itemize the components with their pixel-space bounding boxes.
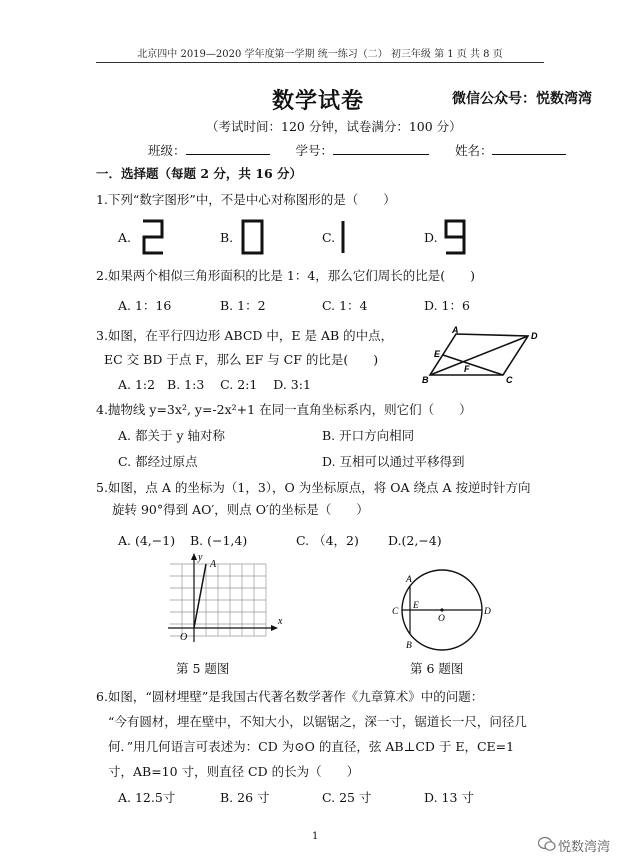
number-field[interactable] bbox=[333, 142, 429, 155]
question-3-line2: EC 交 BD 于点 F，那么 EF 与 CF 的比是( ) bbox=[104, 352, 379, 367]
fig5-label-x: x bbox=[278, 616, 283, 627]
q4-option-c: C. 都经过原点 bbox=[118, 454, 198, 469]
fig6-label-a: A bbox=[406, 575, 412, 585]
fig5-label-o: O bbox=[180, 632, 188, 643]
page-header: 北京四中 2019—2020 学年度第一学期 统一练习（二） 初三年级 第 1 页 共 8 页 bbox=[137, 49, 503, 60]
question-1-stem: 1.下列“数字图形”中，不是中心对称图形的是（ ） bbox=[96, 192, 396, 207]
fig3-label-a: A bbox=[452, 325, 459, 335]
q3-option-a: A. 1:2 bbox=[118, 377, 156, 392]
q6-option-c: C. 25 寸 bbox=[322, 790, 372, 805]
fig5-label-a: A bbox=[210, 559, 217, 570]
name-field[interactable] bbox=[492, 142, 566, 155]
student-fields bbox=[148, 142, 566, 160]
fig6-label-e: E bbox=[413, 601, 419, 611]
question-6-line1: 6.如图，“圆材埋壁”是我国古代著名数学著作《九章算术》中的问题： bbox=[96, 689, 484, 704]
digit-2-figure bbox=[140, 218, 166, 256]
page-title: 数学试卷 bbox=[272, 89, 365, 114]
q2-option-a: A. 1：16 bbox=[118, 298, 172, 313]
q1-option-a: A. bbox=[118, 230, 132, 245]
q6-circle-figure bbox=[392, 566, 502, 654]
class-field[interactable] bbox=[186, 142, 270, 155]
q4-option-d: D. 互相可以通过平移得到 bbox=[322, 454, 465, 469]
q1-option-d: D. bbox=[424, 230, 438, 245]
q3-option-b: B. 1:3 bbox=[167, 377, 205, 392]
question-2-stem: 2.如果两个相似三角形面积的比是 1：4，那么它们周长的比是( ) bbox=[96, 268, 476, 283]
q5-option-b: B. (−1,4) bbox=[190, 533, 248, 548]
q5-figure-caption: 第 5 题图 bbox=[176, 661, 230, 676]
number-label: 学号： bbox=[295, 143, 333, 158]
question-5-line2: 旋转 90°得到 AO′，则点 O′的坐标是（ ） bbox=[112, 502, 369, 517]
q5-grid-figure bbox=[160, 550, 286, 650]
question-3-line1: 3.如图，在平行四边形 ABCD 中，E 是 AB 的中点， bbox=[96, 328, 394, 343]
wechat-account: 微信公众号：悦数湾湾 bbox=[452, 91, 592, 107]
fig5-label-y: y bbox=[198, 552, 203, 563]
watermark-text: 悦数湾湾 bbox=[558, 840, 611, 855]
q5-option-a: A. (4,−1) bbox=[118, 533, 176, 548]
class-label: 班级： bbox=[148, 143, 186, 158]
header-divider bbox=[96, 62, 544, 63]
q3-option-d: D. 3:1 bbox=[273, 377, 311, 392]
fig3-label-f: F bbox=[464, 364, 470, 374]
digit-1-figure bbox=[336, 218, 350, 256]
fig3-label-e: E bbox=[434, 349, 441, 359]
q2-option-b: B. 1：2 bbox=[220, 298, 266, 313]
q2-option-c: C. 1：4 bbox=[322, 298, 368, 313]
exam-info: （考试时间：120 分钟，试卷满分：100 分） bbox=[206, 119, 462, 134]
q3-option-c: C. 2:1 bbox=[220, 377, 258, 392]
q4-option-a: A. 都关于 y 轴对称 bbox=[118, 428, 225, 443]
question-4-stem: 4.抛物线 y=3x², y=-2x²+1 在同一直角坐标系内，则它们（ ） bbox=[96, 402, 472, 417]
digit-9-figure bbox=[442, 218, 468, 256]
q6-option-a: A. 12.5寸 bbox=[118, 790, 176, 805]
q5-option-d: D.(2,−4) bbox=[388, 533, 442, 548]
name-label: 姓名： bbox=[454, 143, 493, 158]
q3-options bbox=[118, 376, 418, 394]
page-number: 1 bbox=[312, 831, 319, 842]
fig6-label-d: D bbox=[484, 607, 491, 617]
question-6-line4: 寸，AB=10 寸，则直径 CD 的长为（ ） bbox=[108, 764, 360, 779]
fig6-label-o: O bbox=[438, 614, 445, 624]
fig3-label-d: D bbox=[531, 331, 538, 341]
question-5-line1: 5.如图，点 A 的坐标为（1，3），O 为坐标原点，将 OA 绕点 A 按逆时针方向 bbox=[96, 480, 531, 495]
q1-option-c: C. bbox=[322, 230, 336, 245]
q6-figure-caption: 第 6 题图 bbox=[410, 661, 464, 676]
digit-0-figure bbox=[240, 218, 266, 256]
q5-option-c: C. （4，2) bbox=[296, 533, 359, 548]
fig3-label-b: B bbox=[422, 375, 429, 385]
q6-option-b: B. 26 寸 bbox=[220, 790, 270, 805]
parallelogram-figure bbox=[420, 325, 550, 387]
q2-option-d: D. 1：6 bbox=[424, 298, 470, 313]
fig6-label-b: B bbox=[406, 641, 412, 651]
question-6-line2: “今有圆材，埋在壁中，不知大小，以锯锯之，深一寸，锯道长一尺，问径几 bbox=[108, 714, 527, 729]
q4-option-b: B. 开口方向相同 bbox=[322, 428, 415, 443]
question-6-line3: 何．”用几何语言可表述为：CD 为⊙O 的直径，弦 AB⊥CD 于 E，CE=1 bbox=[108, 739, 515, 754]
q1-option-b: B. bbox=[220, 230, 234, 245]
wechat-logo-icon bbox=[538, 836, 556, 852]
q6-option-d: D. 13 寸 bbox=[424, 790, 474, 805]
section-heading: 一．选择题（每题 2 分，共 16 分） bbox=[96, 166, 303, 181]
fig6-label-c: C bbox=[392, 607, 399, 617]
fig3-label-c: C bbox=[506, 375, 513, 385]
